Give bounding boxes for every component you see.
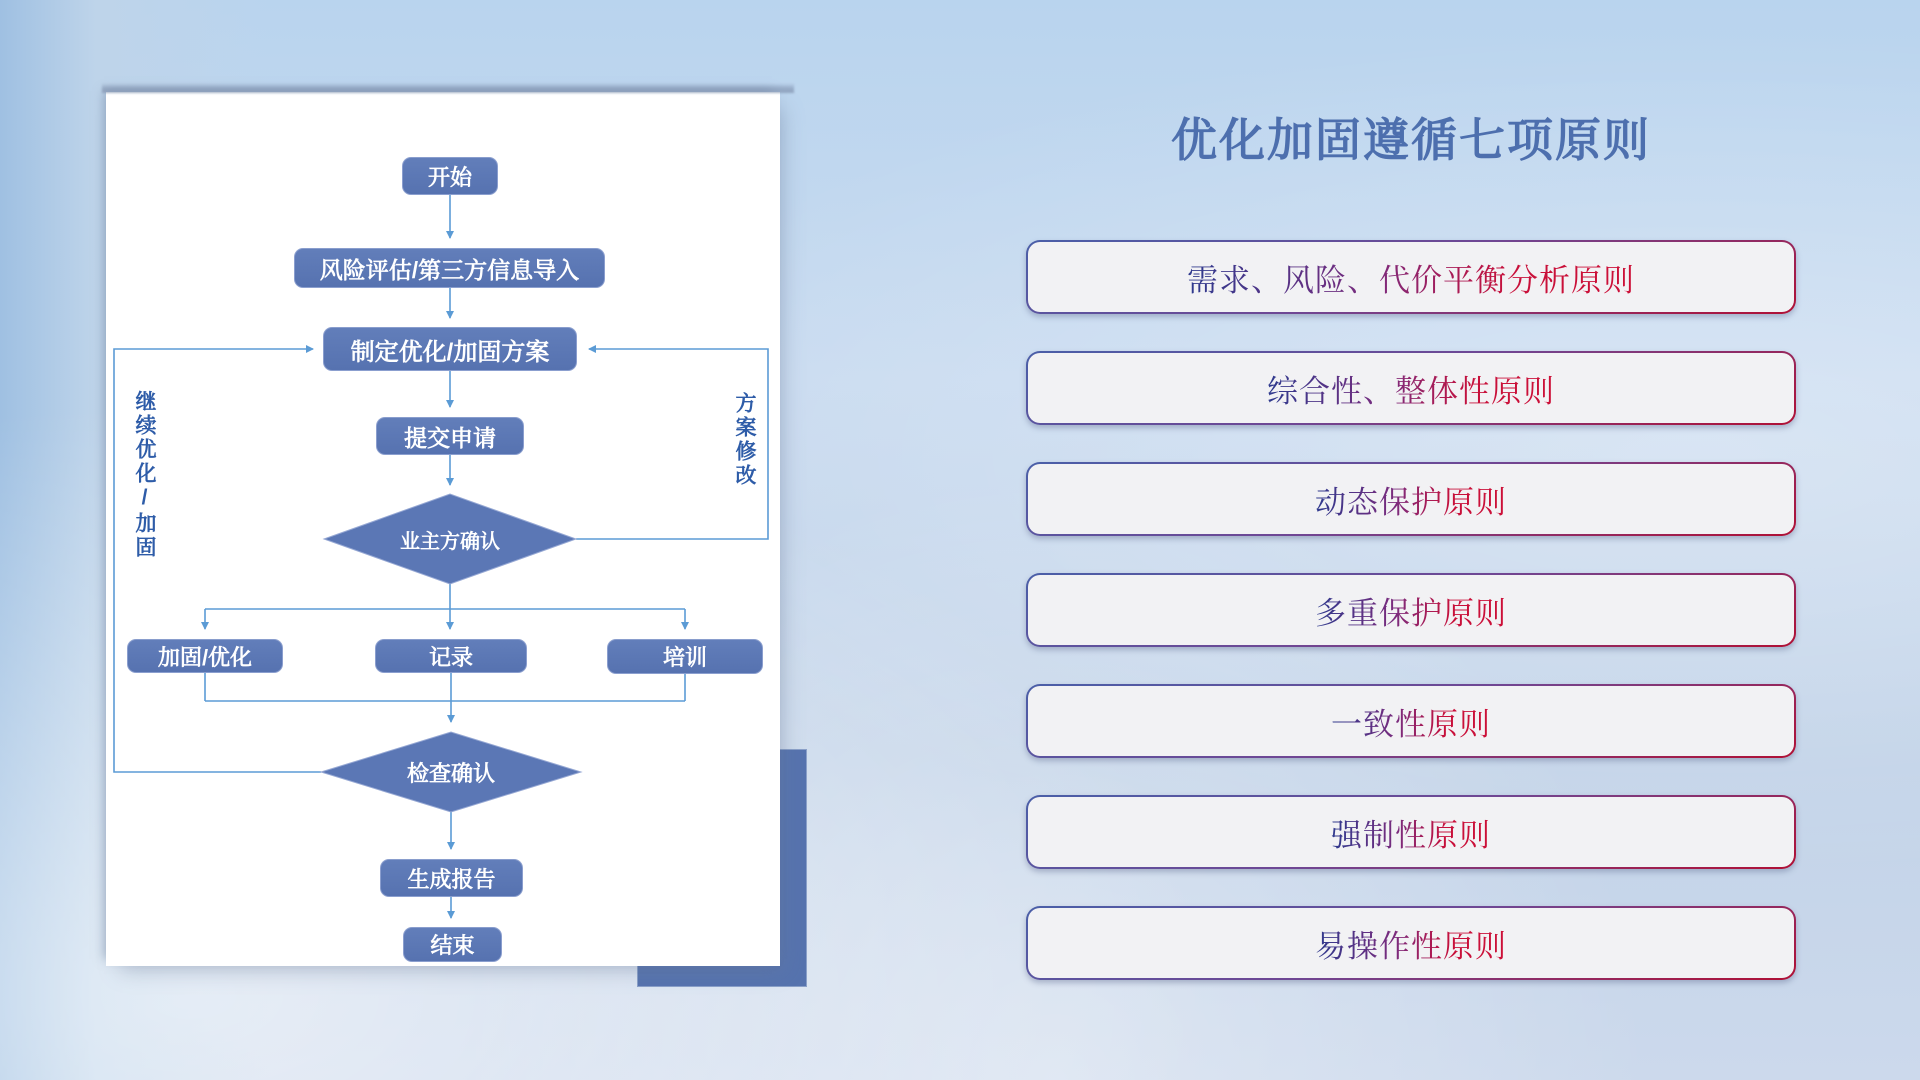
principle-box-2-inner	[1028, 353, 1794, 423]
flow-node-harden-optimize: 加固/优化	[127, 639, 283, 673]
flow-node-submit-request: 提交申请	[376, 417, 524, 455]
principle-box-5-inner	[1028, 686, 1794, 756]
flow-node-record: 记录	[375, 639, 527, 673]
flow-node-risk-assessment: 风险评估/第三方信息导入	[294, 248, 605, 288]
principle-text-5: 一致性原则	[1331, 699, 1491, 744]
principle-text-4: 多重保护原则	[1315, 588, 1507, 633]
principle-box-1-inner	[1028, 242, 1794, 312]
principle-text-1: 需求、风险、代价平衡分析原则	[1187, 255, 1635, 300]
flow-node-training: 培训	[607, 639, 763, 674]
flowchart-card	[106, 92, 780, 966]
principle-box-3	[1026, 462, 1796, 536]
principle-box-2	[1026, 351, 1796, 425]
loop-label-continue-optimize: 继续优化/加固	[133, 390, 156, 560]
principle-text-2: 综合性、整体性原则	[1267, 366, 1555, 411]
principle-box-7-inner	[1028, 908, 1794, 978]
principle-box-4	[1026, 573, 1796, 647]
principle-text-6: 强制性原则	[1331, 810, 1491, 855]
principle-box-4-inner	[1028, 575, 1794, 645]
principle-box-5	[1026, 684, 1796, 758]
principle-text-3: 动态保护原则	[1315, 477, 1507, 522]
decision-check-confirm-label: 检查确认	[406, 760, 495, 786]
loop-label-plan-revision: 方案修改	[733, 392, 756, 488]
principle-box-6	[1026, 795, 1796, 869]
principles-title: 优化加固遵循七项原则	[1171, 114, 1651, 166]
principle-text-7: 易操作性原则	[1315, 921, 1507, 966]
flow-node-generate-report: 生成报告	[380, 859, 523, 897]
flow-node-end: 结束	[403, 927, 502, 962]
flow-node-start: 开始	[402, 157, 498, 195]
principle-box-6-inner	[1028, 797, 1794, 867]
principle-box-1	[1026, 240, 1796, 314]
flow-node-make-plan: 制定优化/加固方案	[323, 327, 577, 371]
principle-box-3-inner	[1028, 464, 1794, 534]
principle-box-7	[1026, 906, 1796, 980]
principles-panel	[1026, 0, 1796, 1080]
decision-owner-confirm-label: 业主方确认	[400, 530, 500, 553]
